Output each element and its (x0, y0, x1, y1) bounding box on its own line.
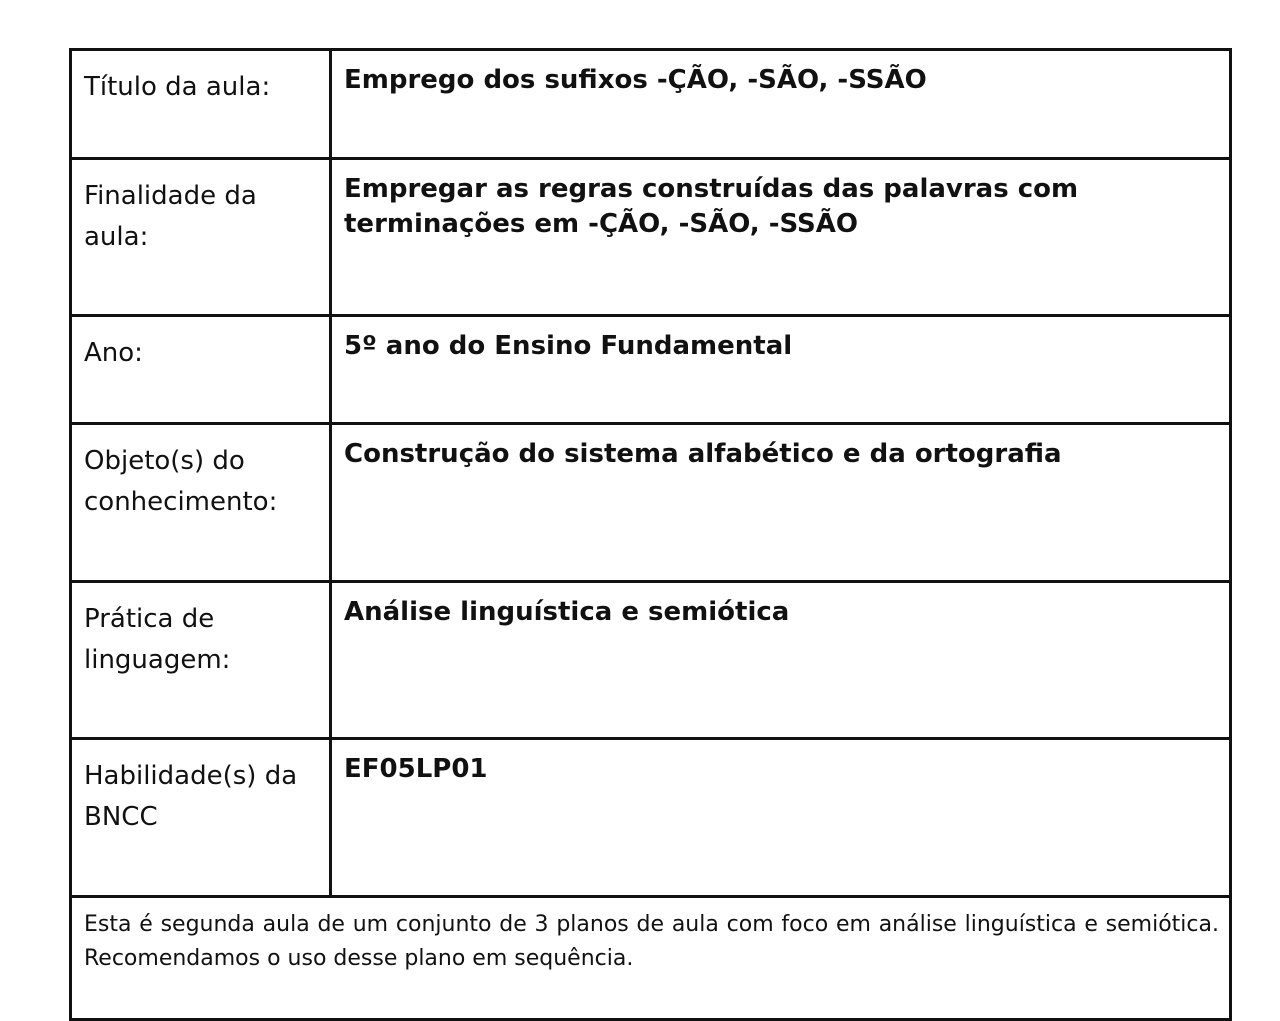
row-label: Objeto(s) do conhecimento: (71, 424, 331, 582)
row-label: Habilidade(s) da BNCC (71, 739, 331, 897)
row-value: 5º ano do Ensino Fundamental (331, 316, 1231, 424)
table-row-note (71, 897, 1231, 1020)
note-cell (71, 897, 1231, 1020)
row-label: Título da aula: (71, 50, 331, 159)
row-label: Prática de linguagem: (71, 582, 331, 739)
table-row-knowledge-object (71, 424, 1231, 582)
table-row-title (71, 50, 1231, 159)
row-value: Análise linguística e semiótica (331, 582, 1231, 739)
row-value: Empregar as regras construídas das palavras com terminações em -ÇÃO, -SÃO, -SSÃO (331, 159, 1231, 316)
row-value: Emprego dos sufixos -ÇÃO, -SÃO, -SSÃO (331, 50, 1231, 159)
row-label: Ano: (71, 316, 331, 424)
table-row-bncc-skill (71, 739, 1231, 897)
table-row-year (71, 316, 1231, 424)
note-text: Esta é segunda aula de um conjunto de 3 planos de aula com foco em análise linguística e semiótica. Recomendamos o uso desse plano em sequência. (84, 912, 1219, 971)
lesson-plan-table (69, 48, 1232, 1021)
row-value: Construção do sistema alfabético e da ortografia (331, 424, 1231, 582)
table-row-purpose (71, 159, 1231, 316)
row-value: EF05LP01 (331, 739, 1231, 897)
table-row-language-practice (71, 582, 1231, 739)
row-label: Finalidade da aula: (71, 159, 331, 316)
